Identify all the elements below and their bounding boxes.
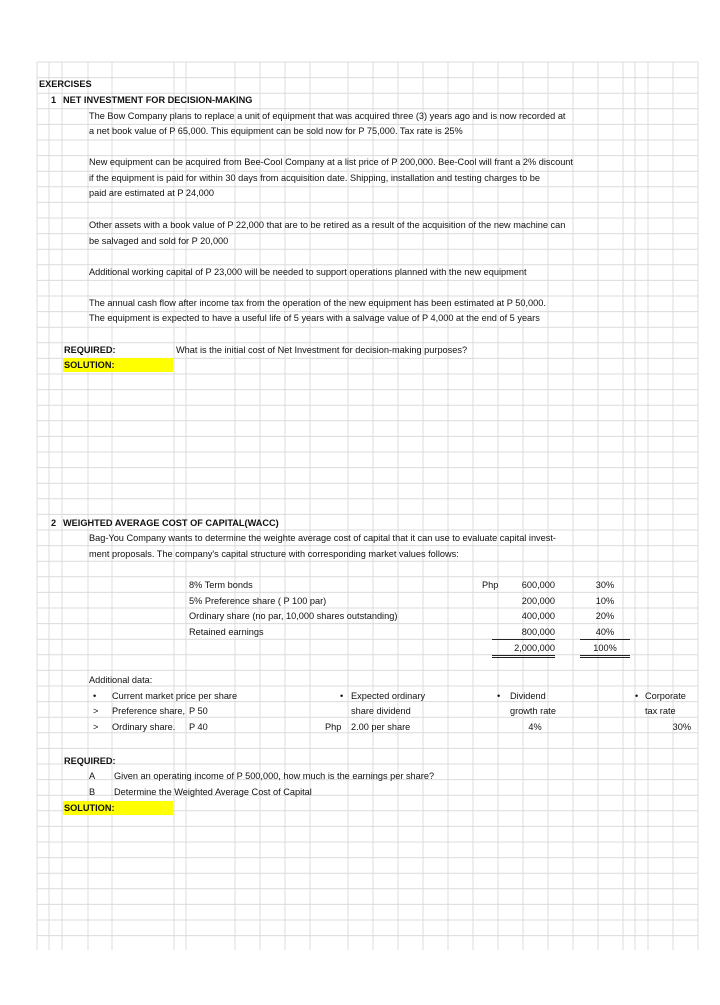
capital-item-pct: 40% [580, 626, 630, 640]
market-price-heading: Current market price per share [112, 691, 238, 701]
additional-data-label: Additional data: [89, 675, 153, 685]
capital-item-name: 8% Term bonds [189, 580, 253, 590]
ex1-para2-line3: paid are estimated at P 24,000 [89, 188, 214, 198]
ex1-para1-line2: a net book value of P 65,000. This equipment can be sold now for P 75,000. Tax rate is 25% [89, 126, 463, 136]
req-b-text: Determine the Weighted Average Cost of Capital [114, 787, 312, 797]
capital-item-value: 600,000 [521, 580, 555, 590]
ord-share-label: Ordinary share. [112, 722, 176, 732]
req-a-text: Given an operating income of P 500,000, how much is the earnings per share? [114, 771, 435, 781]
tax-label-line2: tax rate [645, 706, 676, 716]
tax-label-line1: Corporate [645, 691, 686, 701]
arrow-icon: > [93, 722, 99, 732]
capital-item-value: 800,000 [492, 626, 555, 640]
ex1-para2-line2: if the equipment is paid for within 30 days from acquisition date. Shipping, installation and testing charges to be [89, 173, 540, 183]
dividend-value: 2.00 per share [351, 722, 411, 732]
capital-item-pct: 10% [595, 596, 615, 606]
capital-item-name: Ordinary share (no par, 10,000 shares outstanding) [189, 611, 398, 621]
ex1-required-text: What is the initial cost of Net Investment for decision-making purposes? [176, 345, 468, 355]
capital-currency: Php [482, 580, 499, 590]
ex1-para3-line1: Other assets with a book value of P 22,000 that are to be retired as a result of the acquisition of the new machine can [89, 220, 566, 230]
arrow-icon: > [93, 706, 99, 716]
page-title: EXERCISES [39, 79, 92, 89]
ex1-para2-line1: New equipment can be acquired from Bee-Cool Company at a list price of P 200,000. Bee-Cool will frant a 2% discount [89, 157, 573, 167]
ex2-required-label: REQUIRED: [64, 756, 116, 766]
capital-item-pct: 20% [595, 611, 615, 621]
capital-item-value: 400,000 [521, 611, 555, 621]
ex1-number: 1 [51, 95, 57, 105]
bullet-icon: • [340, 691, 344, 701]
pref-share-value: P 50 [189, 706, 208, 716]
growth-label-line2: growth rate [510, 706, 556, 716]
ex2-intro-line2: ment proposals. The company's capital structure with corresponding market values follows: [89, 549, 459, 559]
ex2-solution-label: SOLUTION: [64, 803, 115, 813]
pref-share-label: Preference share, [112, 706, 186, 716]
dividend-currency: Php [325, 722, 342, 732]
capital-total-value: 2,000,000 [492, 642, 555, 658]
tax-value: 30% [672, 722, 691, 732]
req-a-letter: A [89, 771, 96, 781]
growth-value: 4% [528, 722, 542, 732]
growth-label-line1: Dividend [510, 691, 546, 701]
ex2-intro-line1: Bag-You Company wants to determine the weighte average cost of capital that it can use to evaluate capital invest- [89, 533, 556, 543]
ex2-heading: WEIGHTED AVERAGE COST OF CAPITAL(WACC) [63, 518, 279, 528]
capital-item-pct: 30% [595, 580, 615, 590]
ex1-para1-line1: The Bow Company plans to replace a unit of equipment that was acquired three (3) years ago and is now recorded at [89, 111, 566, 121]
ex1-para5-line2: The equipment is expected to have a useful life of 5 years with a salvage value of P 4,000 at the end of 5 years [89, 313, 540, 323]
ord-share-value: P 40 [189, 722, 208, 732]
bullet-icon: • [93, 691, 97, 701]
bullet-icon: • [497, 691, 501, 701]
ex2-number: 2 [51, 518, 57, 528]
ex1-solution-label: SOLUTION: [64, 360, 115, 370]
dividend-label-line2: share dividend [351, 706, 411, 716]
ex1-required-label: REQUIRED: [64, 345, 116, 355]
ex1-heading: NET INVESTMENT FOR DECISION-MAKING [63, 95, 253, 105]
ex1-para5-line1: The annual cash flow after income tax from the operation of the new equipment has been estimated at P 50,000. [89, 298, 546, 308]
dividend-label-line1: Expected ordinary [351, 691, 426, 701]
ex1-para4: Additional working capital of P 23,000 will be needed to support operations planned with the new equipment [89, 267, 527, 277]
req-b-letter: B [89, 787, 96, 797]
capital-item-name: 5% Preference share ( P 100 par) [189, 596, 327, 606]
capital-item-name: Retained earnings [189, 627, 264, 637]
capital-total-pct: 100% [580, 642, 630, 658]
ex1-para3-line2: be salvaged and sold for P 20,000 [89, 236, 229, 246]
bullet-icon: • [635, 691, 639, 701]
capital-item-value: 200,000 [521, 596, 555, 606]
